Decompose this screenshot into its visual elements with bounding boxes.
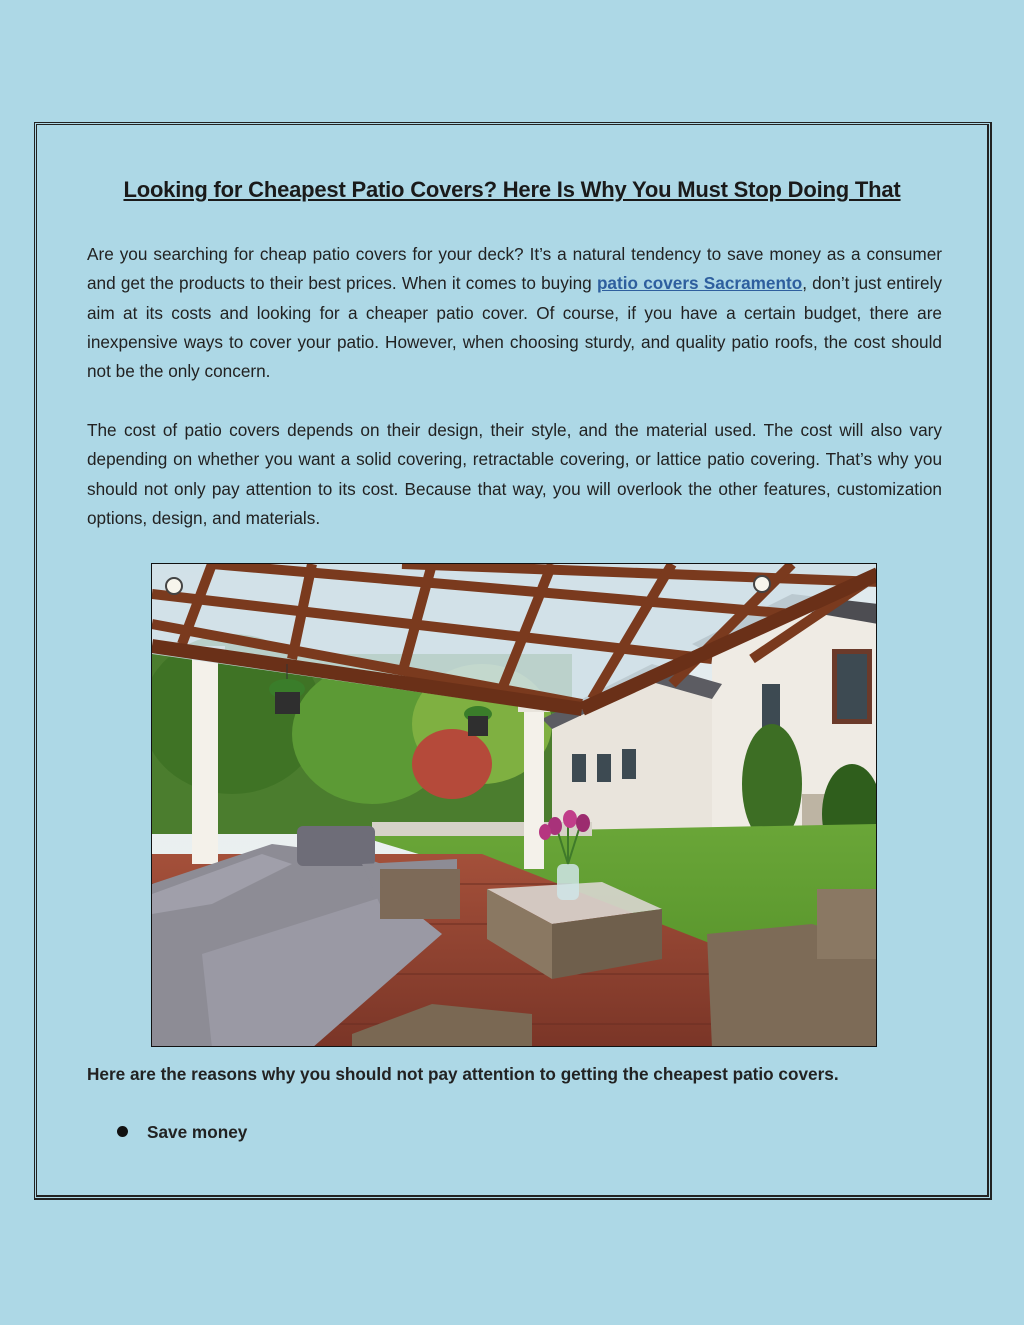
page-title: Looking for Cheapest Patio Covers? Here Is Why You Must Stop Doing That (123, 177, 901, 202)
bullet-list-item (117, 1122, 247, 1143)
cost-paragraph: The cost of patio covers depends on their design, their style, and the material used. The cost will also vary depending on whether you want a solid covering, retractable covering, or lattice patio covering. That’s why you should not only pay attention to its cost. Because that way, you will overlook the other features, customization options, design, and materials. (87, 420, 942, 528)
patio-photo (151, 563, 877, 1047)
intro-text-after-link: , don’t just entirely aim at its costs and looking for a cheaper patio cover. Of course, if you have a certain budget, there are inexpensive ways to cover your patio. However, when choosing sturdy, and quality patio roofs, the cost should not be the only concern. (87, 273, 942, 382)
bullet-label: Save money (147, 1122, 248, 1142)
patio-covers-sacramento-link[interactable]: patio covers Sacramento (596, 273, 803, 294)
reasons-heading: Here are the reasons why you should not pay attention to getting the cheapest patio covers. (87, 1064, 839, 1084)
intro-text-before-link: Are you searching for cheap patio covers for your deck? It’s a natural tendency to save money as a consumer and get the products to their best prices. When it comes to buying (87, 244, 942, 294)
bullet-icon (117, 1126, 128, 1137)
intro-paragraph (87, 240, 942, 386)
